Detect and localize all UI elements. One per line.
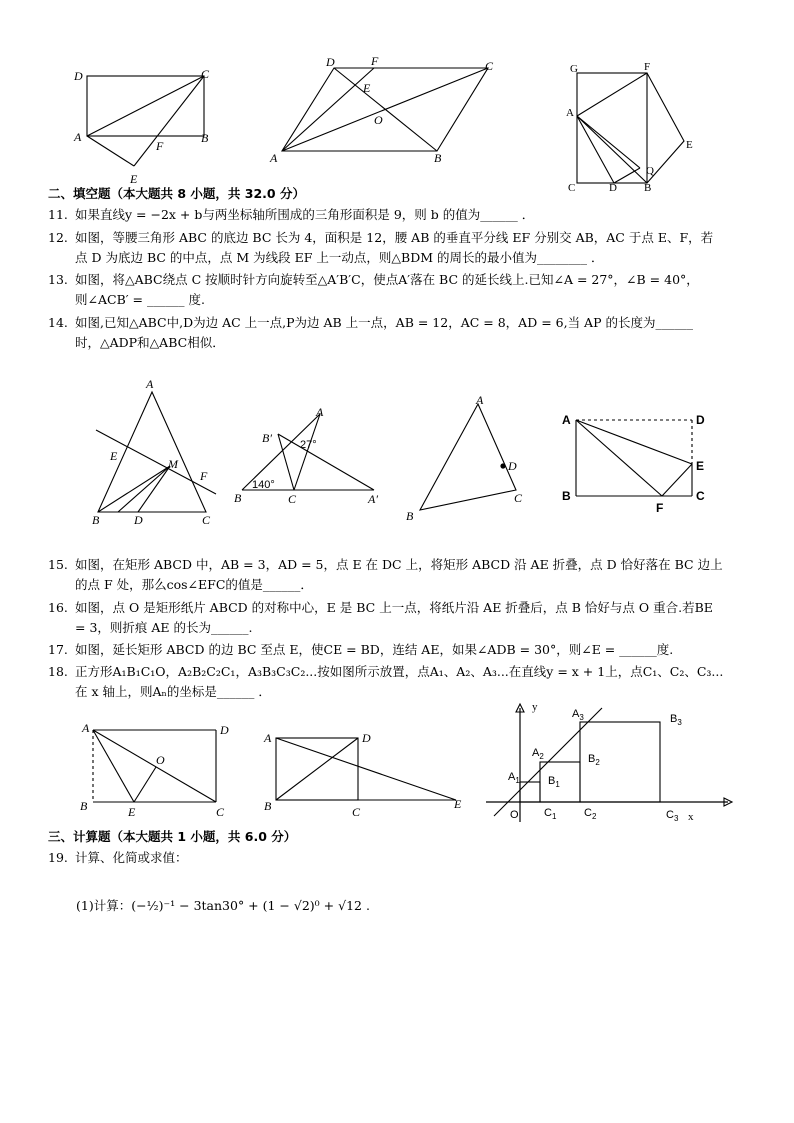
question-text-continued: 在 x 轴上，则Aₙ的坐标是______ ． bbox=[75, 684, 271, 699]
label-d: D bbox=[74, 69, 83, 83]
question-text: 如图，点 O 是矩形纸片 ABCD 的对称中心，E 是 BC 上一点，将纸片沿 AE 折叠后，点 B 恰好与点 O 重合.若BE bbox=[75, 600, 713, 615]
label-f: F bbox=[644, 61, 651, 73]
question-text: 如图，将△ABC绕点 C 按顺时针方向旋转至△A′B′C，使点A′落在 BC 的延长线上.已知∠A = 27°，∠B = 40°， bbox=[75, 272, 699, 287]
question-number: 18. bbox=[48, 664, 68, 679]
label-d: D bbox=[220, 723, 229, 737]
question-number: 11. bbox=[48, 207, 68, 222]
question-number: 13. bbox=[48, 272, 68, 287]
question-14 bbox=[48, 313, 758, 353]
label-o: O bbox=[510, 809, 519, 821]
question-text: 如图，等腰三角形 ABC 的底边 BC 长为 4，面积是 12，腰 AB 的垂直平分线 EF 分别交 AB，AC 于点 E、F，若 bbox=[75, 230, 714, 245]
point-d-marker bbox=[500, 463, 505, 468]
label-c1: $C_1$ bbox=[544, 807, 557, 821]
figure-isosceles-triangle-abc bbox=[88, 374, 228, 530]
label-b3: $B_3$ bbox=[670, 713, 682, 727]
label-a: A bbox=[74, 130, 82, 144]
label-b: B bbox=[264, 799, 272, 813]
question-text-continued: 时，△ADP和△ABC相似． bbox=[75, 335, 225, 350]
label-d: D bbox=[362, 731, 371, 745]
label-a1: $A_1$ bbox=[508, 771, 520, 785]
label-a: A bbox=[566, 107, 574, 119]
question-16 bbox=[48, 598, 758, 638]
question-19-part-1: (1)计算：(−½)⁻¹ − 3tan30° + (1 − √2)⁰ + √12 . bbox=[76, 898, 370, 913]
question-number: 16. bbox=[48, 600, 68, 615]
label-c3: $C_3$ bbox=[666, 809, 679, 823]
label-b: B bbox=[406, 509, 414, 523]
label-e: E bbox=[130, 172, 138, 186]
question-text-continued: = 3，则折痕 AE 的长为______. bbox=[75, 620, 253, 635]
label-c: C bbox=[352, 805, 361, 819]
question-17 bbox=[48, 640, 758, 660]
label-a-prime: A′ bbox=[368, 492, 378, 506]
question-18 bbox=[48, 662, 758, 702]
label-f: F bbox=[371, 54, 379, 68]
figure-rectangle-fold-efc bbox=[558, 410, 718, 516]
label-a: A bbox=[82, 721, 90, 735]
label-f: F bbox=[200, 469, 208, 483]
label-o: O bbox=[374, 113, 383, 127]
label-d: D bbox=[696, 413, 705, 427]
label-b: B bbox=[80, 799, 88, 813]
figure-rectangle-extended bbox=[260, 726, 470, 822]
question-text: 如图，延长矩形 ABCD 的边 BC 至点 E，使CE = BD，连结 AE，如果∠ADB = 30°，则∠E = ______度. bbox=[75, 642, 674, 657]
label-c: C bbox=[288, 492, 297, 506]
label-a2: $A_2$ bbox=[532, 747, 544, 761]
label-d: D bbox=[609, 182, 617, 194]
label-a: A bbox=[270, 151, 278, 165]
label-e: E bbox=[363, 81, 371, 95]
label-d: D bbox=[134, 513, 143, 527]
question-15 bbox=[48, 555, 758, 595]
label-g: G bbox=[570, 63, 578, 75]
label-c: C bbox=[514, 491, 523, 505]
question-12 bbox=[48, 228, 758, 268]
question-text-continued: 点 D 为底边 BC 的中点，点 M 为线段 EF 上一动点，则△BDM 的周长的最小值为________ ． bbox=[75, 250, 604, 265]
label-d: D bbox=[508, 459, 517, 473]
label-a: A bbox=[264, 731, 272, 745]
label-a3: $A_3$ bbox=[572, 708, 584, 722]
label-angle-27: 27° bbox=[300, 439, 317, 451]
question-number: 19. bbox=[48, 850, 68, 865]
label-e: E bbox=[128, 805, 136, 819]
question-text: 如图,已知△ABC中,D为边 AC 上一点,P为边 AB 上一点，AB = 12，AC = 8，AD = 6,当 AP 的长度为______ bbox=[75, 315, 693, 330]
label-c: C bbox=[696, 489, 705, 503]
section-heading-calc: 三、计算题（本大题共 1 小题，共 6.0 分） bbox=[48, 829, 297, 844]
label-a: A bbox=[146, 377, 154, 391]
label-c: C bbox=[201, 67, 210, 81]
label-b: B bbox=[562, 489, 571, 503]
question-number: 15. bbox=[48, 557, 68, 572]
label-b: B bbox=[644, 182, 652, 194]
label-b: B bbox=[234, 491, 242, 505]
label-q: Q bbox=[646, 165, 654, 177]
question-text: 正方形A₁B₁C₁O，A₂B₂C₂C₁，A₃B₃C₃C₂...按如图所示放置，点A₁、A₂、A₃...在直线y = x + 1上，点C₁、C₂、C₃... bbox=[75, 664, 724, 679]
label-a: A bbox=[476, 393, 484, 407]
label-x: x bbox=[688, 811, 694, 823]
figure-parallelogram-abcd bbox=[268, 54, 508, 166]
label-angle-140: 140° bbox=[252, 479, 275, 491]
question-number: 14. bbox=[48, 315, 68, 330]
label-e: E bbox=[454, 797, 462, 811]
label-b2: $B_2$ bbox=[588, 753, 600, 767]
label-a: A bbox=[316, 405, 324, 419]
label-c: C bbox=[202, 513, 211, 527]
label-f: F bbox=[656, 501, 664, 515]
question-text: 如图，在矩形 ABCD 中，AB = 3，AD = 5，点 E 在 DC 上，将矩形 ABCD 沿 AE 折叠，点 D 恰好落在 BC 边上 bbox=[75, 557, 723, 572]
question-text: 计算、化简或求值： bbox=[75, 850, 188, 865]
figure-squares-on-line bbox=[484, 700, 744, 826]
label-m: M bbox=[168, 457, 178, 471]
label-b1: $B_1$ bbox=[548, 775, 560, 789]
figure-rotated-triangles bbox=[230, 402, 390, 510]
label-c: C bbox=[216, 805, 225, 819]
question-number: 12. bbox=[48, 230, 68, 245]
label-a: A bbox=[562, 413, 571, 427]
label-o: O bbox=[156, 753, 165, 767]
question-text-continued: 的点 F 处，那么cos∠EFC的值是______． bbox=[75, 577, 313, 592]
question-text-continued: 则∠ACB′ = ______ 度. bbox=[75, 292, 205, 307]
label-b: B bbox=[92, 513, 100, 527]
label-e: E bbox=[696, 459, 705, 473]
label-b-prime: B′ bbox=[262, 431, 272, 445]
label-c2: $C_2$ bbox=[584, 807, 597, 821]
label-b: B bbox=[434, 151, 442, 165]
figure-rectangle-fold-abcd bbox=[70, 62, 230, 186]
section-heading-fill: 二、填空题（本大题共 8 小题，共 32.0 分） bbox=[48, 186, 305, 201]
figure-square-rotation bbox=[560, 58, 700, 198]
label-e: E bbox=[686, 139, 693, 151]
label-f: F bbox=[156, 139, 164, 153]
label-b: B bbox=[201, 131, 209, 145]
figure-triangle-abc-d bbox=[404, 392, 534, 524]
question-11 bbox=[48, 205, 758, 225]
label-y: y bbox=[532, 701, 538, 713]
label-c: C bbox=[485, 59, 494, 73]
question-13 bbox=[48, 270, 758, 310]
question-text: 如果直线y = −2x + b与两坐标轴所围成的三角形面积是 9，则 b 的值为______ ． bbox=[75, 207, 535, 222]
label-e: E bbox=[110, 449, 118, 463]
label-d: D bbox=[326, 55, 335, 69]
label-c: C bbox=[568, 182, 576, 194]
figure-rectangle-fold-center-o bbox=[76, 716, 246, 826]
question-19 bbox=[48, 848, 758, 868]
question-number: 17. bbox=[48, 642, 68, 657]
